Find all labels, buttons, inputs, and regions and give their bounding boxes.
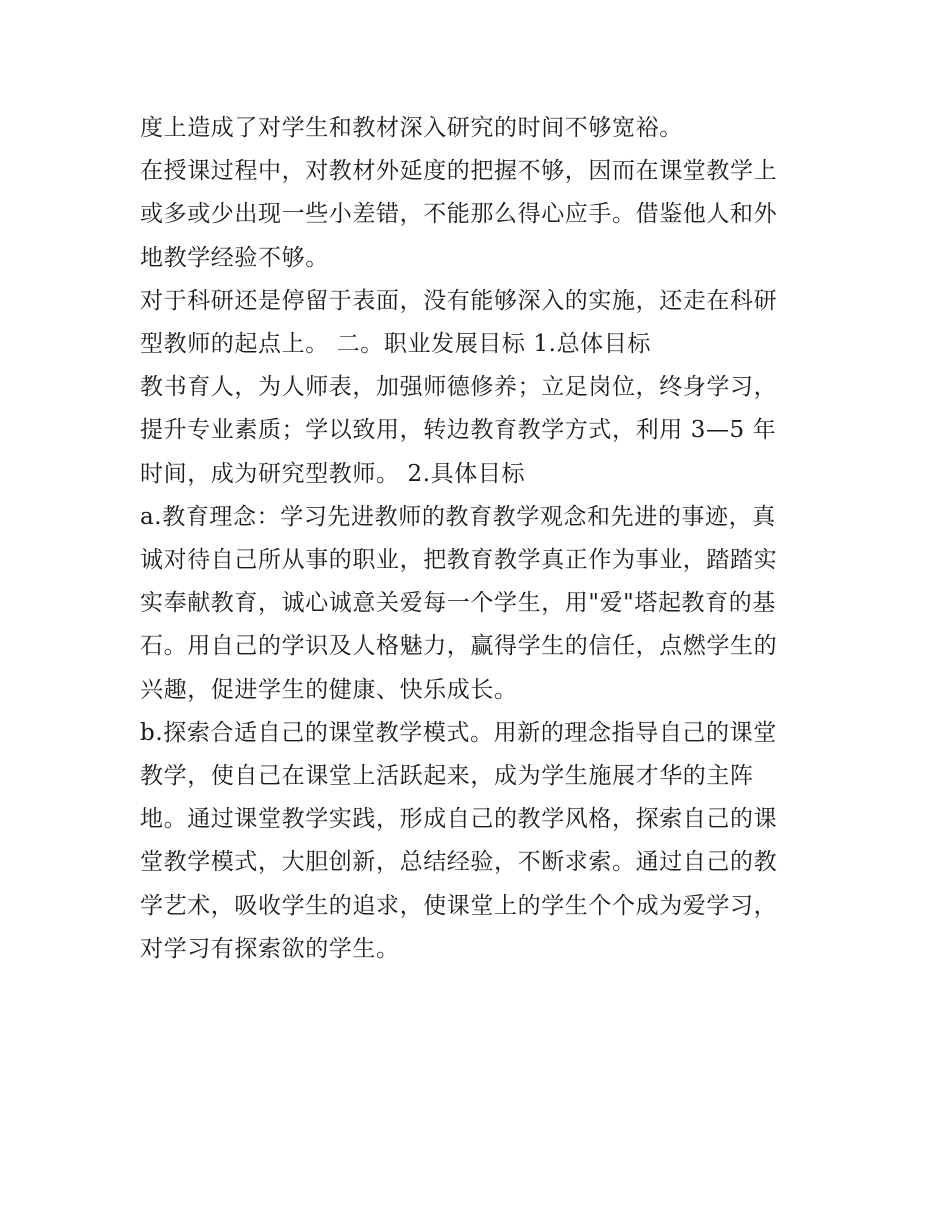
text-line: 地教学经验不够。 [140, 244, 329, 271]
text-line: b.探索合适自己的课堂教学模式。用新的理念指导自己的课堂 [140, 719, 777, 746]
text-line: 对学习有探索欲的学生。 [140, 935, 400, 962]
text-line: 度上造成了对学生和教材深入研究的时间不够宽裕。 [140, 115, 683, 141]
text-line: 学艺术，吸收学生的追求，使课堂上的学生个个成为爱学习， [140, 892, 778, 919]
document-body [140, 107, 830, 971]
text-line: 堂教学模式，大胆创新，总结经验，不断求索。通过自己的教 [140, 849, 778, 876]
text-line: 提升专业素质；学以致用，转边教育教学方式，利用 3—5 年 [140, 417, 777, 444]
text-line: 石。用自己的学识及人格魅力，赢得学生的信任，点燃学生的 [140, 633, 778, 660]
text-line: a.教育理念：学习先进教师的教育教学观念和先进的事迹，真 [140, 503, 776, 530]
text-line: 教学，使自己在课堂上活跃起来，成为学生施展才华的主阵 [140, 763, 754, 790]
text-line: 对于科研还是停留于表面，没有能够深入的实施，还走在科研 [140, 287, 778, 314]
text-line: 地。通过课堂教学实践，形成自己的教学风格，探索自己的课 [140, 806, 778, 833]
text-line: 在授课过程中，对教材外延度的把握不够，因而在课堂教学上 [140, 158, 778, 185]
text-line: 实奉献教育，诚心诚意关爱每一个学生，用"爱"塔起教育的基 [140, 590, 776, 617]
text-line: 时间，成为研究型教师。 2.具体目标 [140, 460, 526, 487]
text-line: 兴趣，促进学生的健康、快乐成长。 [140, 676, 518, 703]
text-line: 型教师的起点上。 二。职业发展目标 1.总体目标 [140, 331, 651, 358]
text-line: 诚对待自己所从事的职业，把教育教学真正作为事业，踏踏实 [140, 547, 778, 574]
text-line: 或多或少出现一些小差错，不能那么得心应手。借鉴他人和外 [140, 201, 778, 228]
text-line: 教书育人，为人师表，加强师德修养；立足岗位，终身学习， [140, 374, 778, 401]
